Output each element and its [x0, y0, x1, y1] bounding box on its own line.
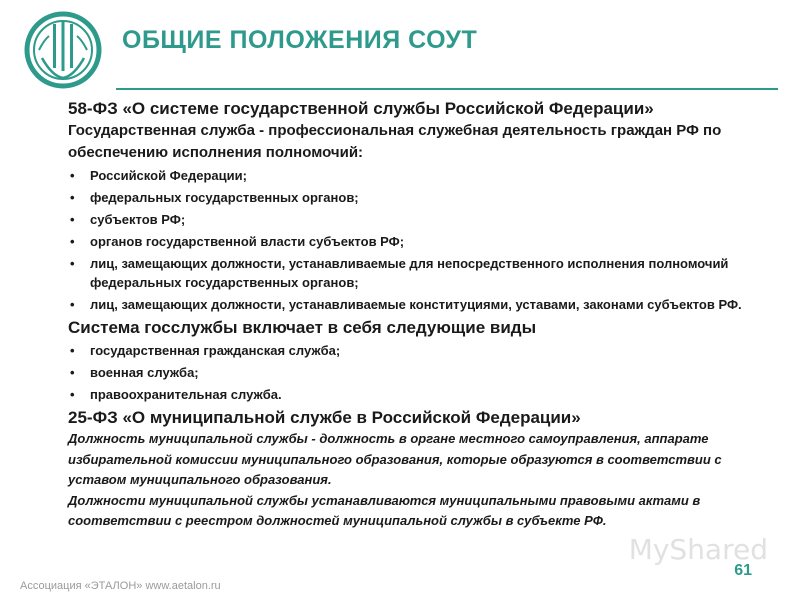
list-item: • федеральных государственных органов; [68, 188, 760, 207]
page-number: 61 [734, 562, 752, 579]
list-item: • лиц, замещающих должности, устанавливаемые конституциями, уставами, законами субъектов РФ. [68, 295, 760, 314]
watermark-logo: MyShared [628, 533, 768, 566]
list-item: • органов государственной власти субъектов РФ; [68, 232, 760, 251]
footer-credit: Ассоциация «ЭТАЛОН» www.aetalon.ru [20, 580, 221, 592]
list-item: • правоохранительная служба. [68, 385, 760, 404]
list-item: • лиц, замещающих должности, устанавливаемые для непосредственного исполнения полномочий федеральных государственных органов; [68, 254, 760, 292]
authority-list [68, 166, 760, 314]
list-item: • субъектов РФ; [68, 210, 760, 229]
slide-content [68, 98, 760, 532]
list-item: • государственная гражданская служба; [68, 341, 760, 360]
list-item: • военная служба; [68, 363, 760, 382]
municipal-position-registry: Должности муниципальной службы устанавливаются муниципальными правовыми актами в соответствии с реестром должностей муниципальной службы в субъекте РФ. [68, 492, 701, 528]
list-item: • Российской Федерации; [68, 166, 760, 185]
law-58-heading: 58-ФЗ «О системе государственной службы Российской Федерации» [68, 99, 654, 118]
municipal-position-definition: Должность муниципальной службы - должность в органе местного самоуправления, аппарате избирательной комиссии муниципального образования, которые образуются в соответствии с уставом муниципального образования. [68, 431, 722, 487]
title-divider [116, 88, 778, 90]
slide-title: ОБЩИЕ ПОЛОЖЕНИЯ СОУТ [122, 26, 478, 54]
service-types-heading: Система госслужбы включает в себя следующие виды [68, 318, 537, 337]
law-25-heading: 25-ФЗ «О муниципальной службе в Российской Федерации» [68, 408, 581, 427]
civil-service-definition: Государственная служба - профессиональная служебная деятельность граждан РФ по обеспечению исполнения полномочий: [68, 122, 722, 161]
service-types-list [68, 341, 760, 404]
association-logo-icon [22, 10, 104, 90]
